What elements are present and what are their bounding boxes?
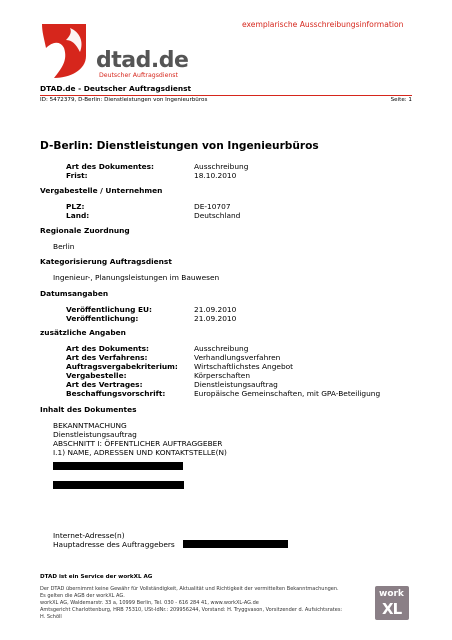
field-value: Europäische Gemeinschaften, mit GPA-Beteiligung	[194, 389, 381, 398]
divider	[40, 95, 412, 96]
meta-label: Art des Dokumentes:	[66, 162, 155, 171]
field-value: Ausschreibung	[194, 344, 249, 353]
meta-row	[66, 171, 88, 180]
page-number: Seite: 1	[390, 97, 412, 103]
field-label: Auftragsvergabekriterium:	[66, 362, 178, 371]
content-line: Dienstleistungsauftrag	[53, 430, 137, 439]
redaction-bar	[183, 540, 288, 548]
workxl-logo-top: work	[379, 589, 404, 599]
main-address-label: Hauptadresse des Auftraggebers	[53, 540, 175, 549]
header-tagline: exemplarische Ausschreibungsinformation	[242, 20, 404, 29]
kategorie-text: Ingenieur-, Planungsleistungen im Bauwesen	[53, 273, 220, 282]
workxl-logo-bottom: XL	[382, 600, 402, 618]
footer-line: Amtsgericht Charlottenburg, HRB 75310, USt-IdNr.: 209956244, Vorstand: H. Tryggvason, Vorsitzender d. Aufsichtsrates:	[40, 607, 343, 613]
footer-line: H. Schöll	[40, 614, 62, 620]
field-label: Land:	[66, 211, 90, 220]
document-title: D-Berlin: Dienstleistungen von Ingenieurbüros	[40, 140, 319, 152]
field-label: Art des Verfahrens:	[66, 353, 148, 362]
field-value: 21.09.2010	[194, 305, 237, 314]
internet-address-label: Internet-Adresse(n)	[53, 531, 125, 540]
field-value: Dienstleistungsauftrag	[194, 380, 278, 389]
meta-label: Frist:	[66, 171, 88, 180]
footer-line: Es gelten die AGB der workXL AG.	[40, 593, 125, 599]
section-heading-vergabestelle: Vergabestelle / Unternehmen	[40, 186, 163, 195]
source-title: DTAD.de - Deutscher Auftragsdienst	[40, 84, 192, 93]
field-value: Körperschaften	[194, 371, 251, 380]
section-heading-region: Regionale Zuordnung	[40, 226, 130, 235]
content-line: I.1) NAME, ADRESSEN UND KONTAKTSTELLE(N)	[53, 448, 227, 457]
footer-title: DTAD ist ein Service der workXL AG	[40, 574, 153, 580]
meta-row	[66, 162, 154, 171]
eagle-logo-icon	[42, 24, 86, 78]
field-value: Verhandlungsverfahren	[194, 353, 281, 362]
field-value: Wirtschaftlichstes Angebot	[194, 362, 294, 371]
section-heading-kategorie: Kategorisierung Auftragsdienst	[40, 257, 172, 266]
redaction-bar	[53, 481, 184, 489]
brand-name: dtad.de	[96, 48, 189, 73]
footer-line: Der DTAD übernimmt keine Gewähr für Vollständigkeit, Aktualität und Richtigkeit der vermittelten Bekanntmachungen.	[40, 586, 339, 592]
field-value: Deutschland	[194, 211, 241, 220]
content-line: ABSCHNITT I: ÖFFENTLICHER AUFTRAGGEBER	[53, 439, 223, 448]
field-label: Veröffentlichung:	[66, 314, 139, 323]
section-heading-datum: Datumsangaben	[40, 289, 109, 298]
field-label: Art des Vertrages:	[66, 380, 143, 389]
document-id-line: ID: 5472379, D-Berlin: Dienstleistungen von Ingenieurbüros	[40, 97, 208, 103]
field-label: Vergabestelle:	[66, 371, 127, 380]
brand-subtitle: Deutscher Auftragsdienst	[99, 72, 178, 79]
region-text: Berlin	[53, 242, 75, 251]
section-heading-zusatz: zusätzliche Angaben	[40, 328, 126, 337]
workxl-logo	[375, 586, 409, 620]
field-label: Art des Dokuments:	[66, 344, 149, 353]
section-heading-inhalt: Inhalt des Dokumentes	[40, 405, 137, 414]
meta-value: 18.10.2010	[194, 171, 237, 180]
meta-value: Ausschreibung	[194, 162, 249, 171]
field-label: Beschaffungsvorschrift:	[66, 389, 166, 398]
field-value: DE-10707	[194, 202, 231, 211]
field-label: Veröffentlichung EU:	[66, 305, 152, 314]
field-value: 21.09.2010	[194, 314, 237, 323]
content-line: BEKANNTMACHUNG	[53, 421, 127, 430]
footer-line: workXL AG, Waldemarstr. 33 a, 10999 Berlin, Tel. 030 - 616 284 41, www.workXL-AG.de	[40, 600, 259, 606]
field-label: PLZ:	[66, 202, 85, 211]
redaction-bar	[53, 462, 183, 470]
